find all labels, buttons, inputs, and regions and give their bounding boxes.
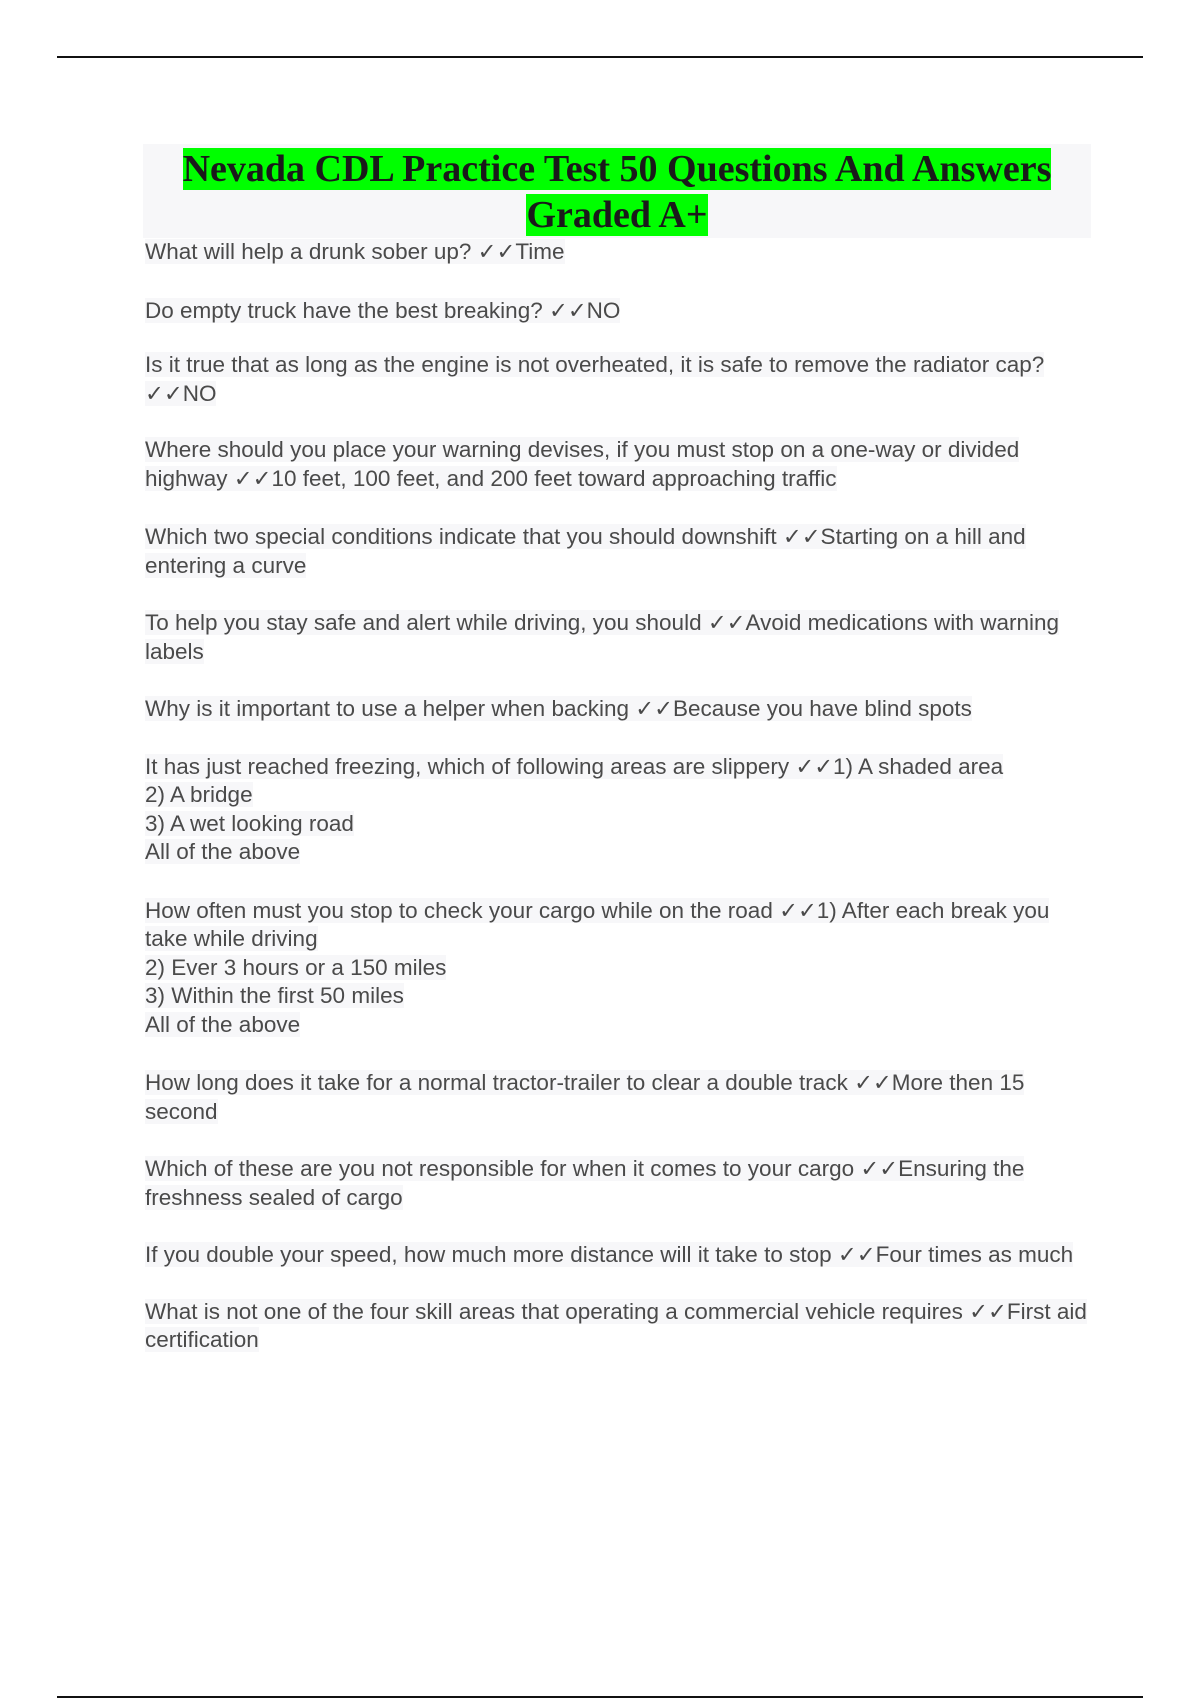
qa-item: Is it true that as long as the engine is not overheated, it is safe to remove the radiator cap? ✓✓NO — [145, 352, 1045, 406]
qa-item: If you double your speed, how much more distance will it take to stop ✓✓Four times as much — [145, 1242, 1074, 1267]
top-rule — [57, 56, 1143, 58]
qa-item: How long does it take for a normal tractor-trailer to clear a double track ✓✓More then 15 second — [145, 1070, 1025, 1124]
qa-item: What is not one of the four skill areas that operating a commercial vehicle requires ✓✓First aid certification — [145, 1298, 1087, 1352]
qa-item: Which two special conditions indicate that you should downshift ✓✓Starting on a hill and entering a curve — [145, 524, 1026, 578]
title-highlight: Nevada CDL Practice Test 50 Questions And Answers Graded A+ — [182, 148, 1052, 236]
qa-item: Where should you place your warning devises, if you must stop on a one-way or divided highway ✓✓10 feet, 100 feet, and 200 feet toward approaching traffic — [145, 437, 1020, 491]
bottom-rule — [57, 1696, 1143, 1698]
qa-item: It has just reached freezing, which of following areas are slippery ✓✓1) A shaded area 2) A bridge 3) A wet looking road All of the above — [145, 753, 1004, 864]
qa-item: What will help a drunk sober up? ✓✓Time — [145, 239, 565, 264]
document-title — [143, 146, 1091, 238]
title-block — [143, 144, 1091, 238]
qa-item: How often must you stop to check your cargo while on the road ✓✓1) After each break you take while driving 2) Ever 3 hours or a 150 miles 3) Within the first 50 miles All of the above — [145, 897, 1050, 1037]
qa-list — [145, 238, 1090, 1355]
qa-item: Why is it important to use a helper when backing ✓✓Because you have blind spots — [145, 696, 972, 721]
qa-item: Which of these are you not responsible for when it comes to your cargo ✓✓Ensuring the freshness sealed of cargo — [145, 1156, 1025, 1210]
qa-item: Do empty truck have the best breaking? ✓✓NO — [145, 297, 621, 323]
qa-item: To help you stay safe and alert while driving, you should ✓✓Avoid medications with warning labels — [145, 610, 1060, 664]
